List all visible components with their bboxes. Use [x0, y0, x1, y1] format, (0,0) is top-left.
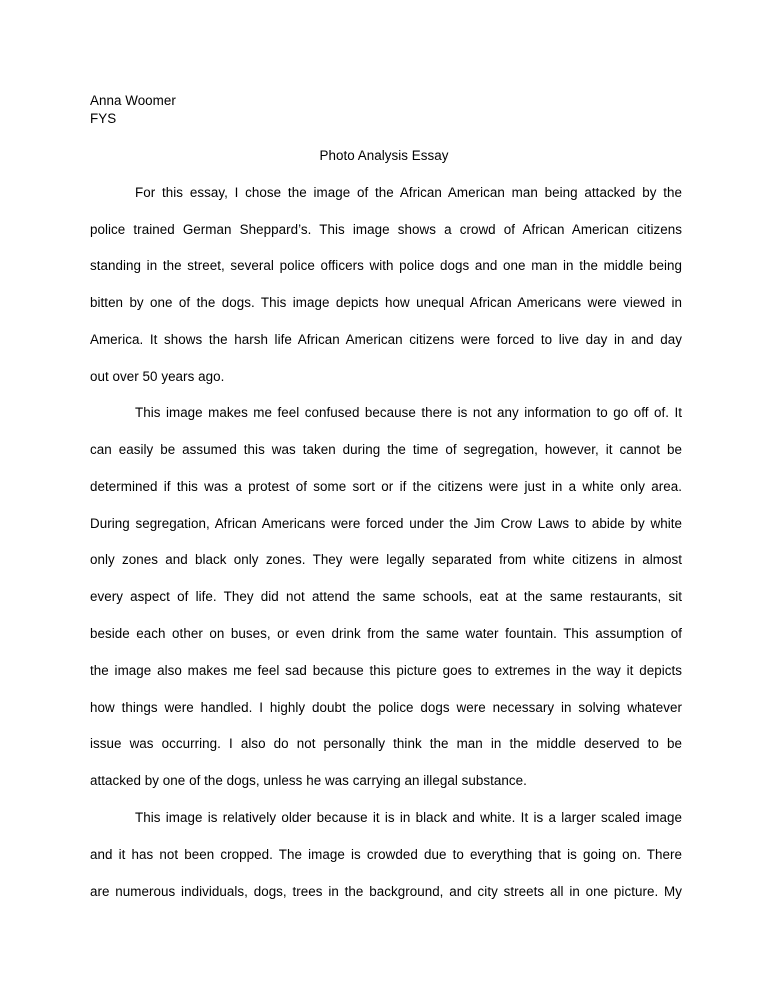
essay-title: Photo Analysis Essay	[319, 148, 449, 163]
paragraph-line: every aspect of life. They did not attend the same schools, eat at the same restaurants, sit	[90, 589, 682, 604]
paragraph-line: standing in the street, several police officers with police dogs and one man in the middle being	[90, 258, 682, 273]
course-name: FYS	[90, 111, 117, 126]
paragraph-line: attacked by one of the dogs, unless he was carrying an illegal substance.	[90, 773, 527, 788]
paragraph-line: This image makes me feel confused because there is not any information to go off of. It	[135, 405, 682, 420]
paragraph-line: bitten by one of the dogs. This image depicts how unequal African Americans were viewed in	[90, 295, 682, 310]
paragraph-line: For this essay, I chose the image of the African American man being attacked by the	[135, 185, 682, 200]
paragraph-line: police trained German Sheppard’s. This image shows a crowd of African American citizens	[90, 222, 682, 237]
paragraph-line: This image is relatively older because it is in black and white. It is a larger scaled image	[135, 810, 682, 825]
paragraph-line: and it has not been cropped. The image is crowded due to everything that is going on. There	[90, 847, 682, 862]
paragraph-line: issue was occurring. I also do not personally think the man in the middle deserved to be	[90, 736, 682, 751]
paragraph-line: beside each other on buses, or even drink from the same water fountain. This assumption of	[90, 626, 682, 641]
paragraph-line: America. It shows the harsh life African American citizens were forced to live day in and day	[90, 332, 682, 347]
paragraph-line: how things were handled. I highly doubt the police dogs were necessary in solving whatever	[90, 700, 682, 715]
paragraph-line: the image also makes me feel sad because this picture goes to extremes in the way it depicts	[90, 663, 682, 678]
paragraph-line: only zones and black only zones. They were legally separated from white citizens in almost	[90, 552, 682, 567]
paragraph-line: are numerous individuals, dogs, trees in the background, and city streets all in one picture. My	[90, 884, 682, 899]
paragraph-line: can easily be assumed this was taken during the time of segregation, however, it cannot be	[90, 442, 682, 457]
paragraph-line: During segregation, African Americans were forced under the Jim Crow Laws to abide by white	[90, 516, 682, 531]
paragraph-line: determined if this was a protest of some sort or if the citizens were just in a white only area.	[90, 479, 682, 494]
paragraph-line: out over 50 years ago.	[90, 369, 225, 384]
author-name: Anna Woomer	[90, 93, 176, 108]
